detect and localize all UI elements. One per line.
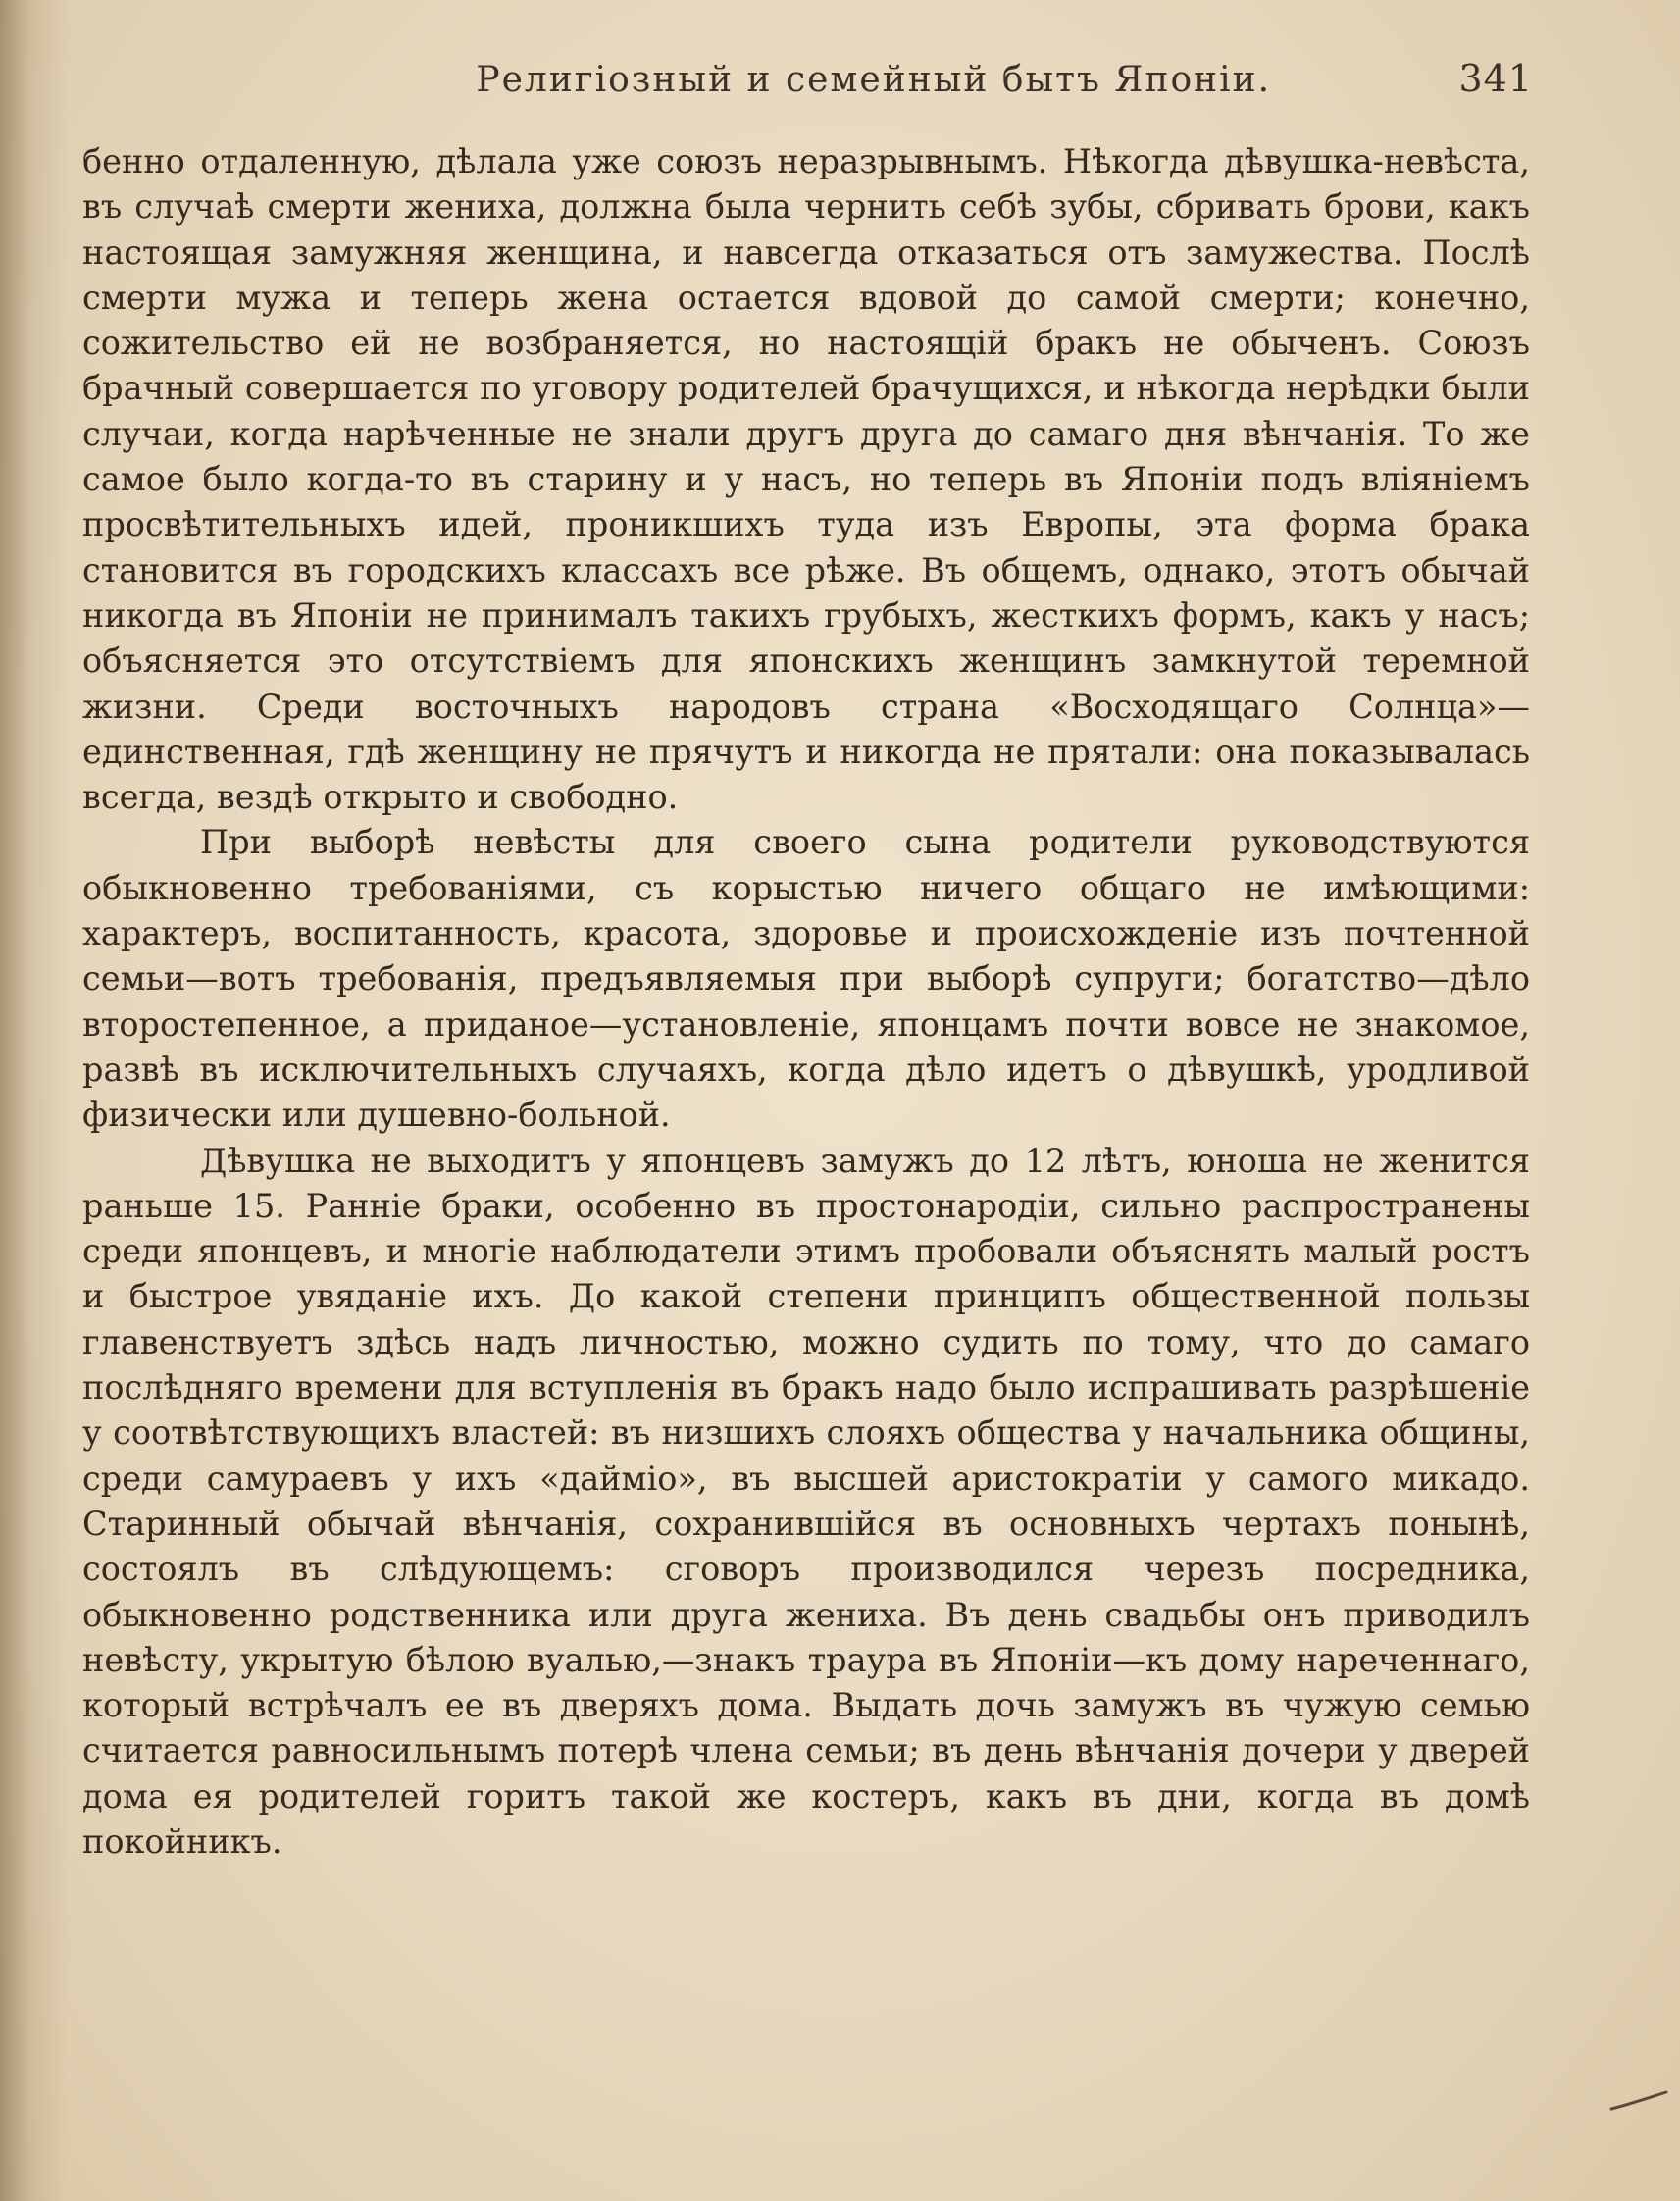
body-text <box>82 139 1530 1865</box>
paragraph-continued: бенно отдаленную, дѣлала уже союзъ неразрывнымъ. Нѣкогда дѣвушка-невѣста, въ случаѣ смерти жениха, должна была чернить себѣ зубы, сбривать брови, какъ настоящая замужняя женщина, и навсегда отказаться отъ замужества. Послѣ смерти мужа и теперь жена остается вдовой до самой смерти; конечно, сожительство ей не возбраняется, но настоящій бракъ не обыченъ. Союзъ брачный совершается по уговору родителей брачущихся, и нѣкогда нерѣдки были случаи, когда нарѣченные не знали другъ друга до самаго дня вѣнчанія. То же самое было когда-то въ старину и у насъ, но теперь въ Японіи подъ вліяніемъ просвѣтительныхъ идей, проникшихъ туда изъ Европы, эта форма брака становится въ городскихъ классахъ все рѣже. Въ общемъ, однако, этотъ обычай никогда въ Японіи не принималъ такихъ грубыхъ, жесткихъ формъ, какъ у насъ; объясняется это отсутствіемъ для японскихъ женщинъ замкнутой теремной жизни. Среди восточныхъ народовъ страна «Восходящаго Солнца»—единственная, гдѣ женщину не прячутъ и никогда не прятали: она показывалась всегда, вездѣ открыто и свободно. <box>82 142 1530 817</box>
pencil-mark-icon <box>1609 2089 1668 2113</box>
page-number: 341 <box>1458 57 1533 100</box>
paragraph-marriage-age: Дѣвушка не выходитъ у японцевъ замужъ до 12 лѣтъ, юноша не женится раньше 15. Ранніе браки, особенно въ простонародіи, сильно распространены среди японцевъ, и многіе наблюдатели этимъ пробовали объяснять малый ростъ и быстрое увяданіе ихъ. До какой степени принципъ общественной пользы главенствуетъ здѣсь надъ личностью, можно судить по тому, что до самаго послѣдняго времени для вступленія въ бракъ надо было испрашивать разрѣшеніе у соотвѣтствующихъ властей: въ низшихъ слояхъ общества у начальника общины, среди самураевъ у ихъ «дайміо», въ высшей аристократіи у самого микадо. Старинный обычай вѣнчанія, сохранившійся въ основныхъ чертахъ понынѣ, состоялъ въ слѣдующемъ: сговоръ производился черезъ посредника, обыкновенно родственника или друга жениха. Въ день свадьбы онъ приводилъ невѣсту, укрытую бѣлою вуалью,—знакъ траура въ Японіи—къ дому нареченнаго, который встрѣчалъ ее въ дверяхъ дома. Выдать дочь замужъ въ чужую семью считается равносильнымъ потерѣ члена семьи; въ день вѣнчанія дочери у дверей дома ея родителей горитъ такой же костеръ, какъ въ дни, когда въ домѣ покойникъ. <box>82 1141 1530 1861</box>
binding-gutter-shadow <box>0 0 69 2201</box>
running-header <box>82 57 1533 116</box>
paragraph-bride-selection: При выборѣ невѣсты для своего сына родители руководствуются обыкновенно требованіями, съ корыстью ничего общаго не имѣющими: характеръ, воспитанность, красота, здоровье и происхожденіе изъ почтенной семьи—вотъ требованія, предъявляемыя при выборѣ супруги; богатство—дѣло второстепенное, а приданое—установленіе, японцамъ почти вовсе не знакомое, развѣ въ исключительныхъ случаяхъ, когда дѣло идетъ о дѣвушкѣ, уродливой физически или душевно-больной. <box>82 823 1530 1135</box>
running-title: Религіозный и семейный бытъ Японіи. <box>476 60 1272 100</box>
